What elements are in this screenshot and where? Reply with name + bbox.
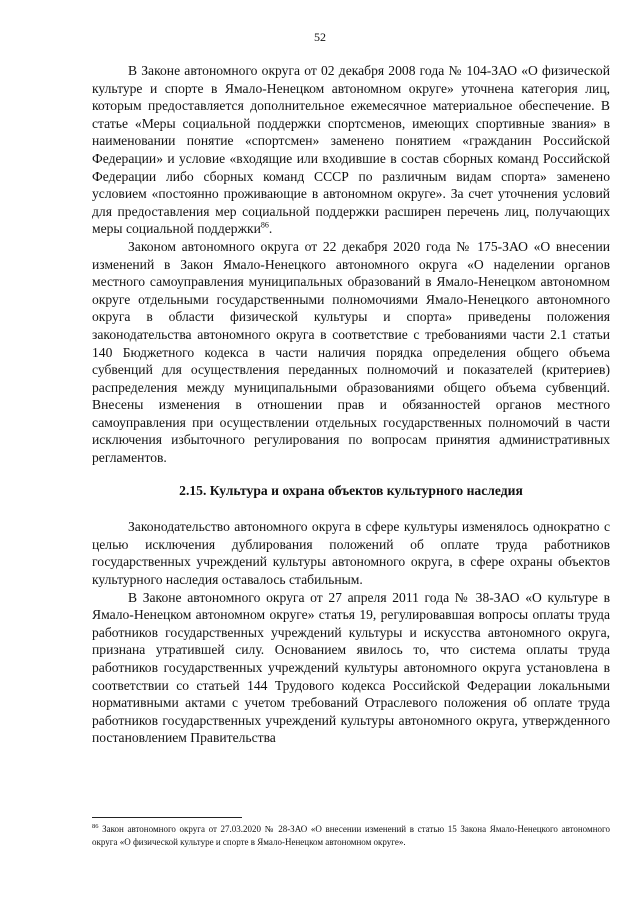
footnote-text: Закон автономного округа от 27.03.2020 № 28-ЗАО «О внесении изменений в статью 15 Закона Ямало-Ненецкого автономного округа «О физической культуре и спорте в Ямало-Ненецком автономном округе». — [92, 824, 610, 847]
body-text — [92, 62, 610, 747]
paragraph-tail: . — [268, 221, 273, 237]
paragraph: В Законе автономного округа от 27 апреля 2011 года № 38-ЗАО «О культуре в Ямало-Ненецком автономном округе» статья 19, регулировавшая вопросы оплаты труда работников государственных учреждений культуры и искусства автономного округа, признана утратившей силу. Основанием явилось то, что система оплаты труда работников государственных учреждений культуры автономного округа установлена в соответствии со статьей 144 Трудового кодекса Российской Федерации локальными нормативными актами с учетом требований Отраслевого положения об оплате труда работников государственных учреждений культуры автономного округа, утвержденного постановлением Правительства — [92, 589, 610, 746]
paragraph: Законодательство автономного округа в сфере культуры изменялось однократно с целью исключения дублирования положений об оплате труда работников государственных учреждений культуры автономного округа, в сфере охраны объектов культурного наследия оставалось стабильным. — [92, 519, 610, 588]
paragraph-text: В Законе автономного округа от 02 декабря 2008 года № 104-ЗАО «О физической культуре и спорте в Ямало-Ненецком автономном округе» уточнена категория лиц, которым предоставляется дополнительное ежемесячное материальное обеспечение. В статье «Меры социальной поддержки спортсменов, имеющих спортивные звания» в наименовании понятие «спортсмен» заменено понятием «гражданин Российской Федерации» и условие «входящие или входившие в состав сборных команд Российской Федерации либо сборных команд СССР по различным видам спорта» заменено условием «постоянно проживающие в автономном округе». За счет уточнения условий для предоставления мер социальной поддержки расширен перечень лиц, получающих меры социальной поддержки — [92, 63, 610, 237]
footnote-divider — [92, 817, 242, 818]
section-heading: 2.15. Культура и охрана объектов культурного наследия — [179, 482, 523, 498]
footnote-number: 86 — [92, 823, 99, 830]
paragraph: Законом автономного округа от 22 декабря 2020 года № 175-ЗАО «О внесении изменений в Закон Ямало-Ненецкого автономного округа «О наделении органов местного самоуправления муниципальных образований в Ямало-Ненецком автономном округе отдельными государственными полномочиями Ямало-Ненецкого автономного округа в области физической культуры и спорта» приведены положения законодательства автономного округа в соответствие с требованиями части 2.1 статьи 140 Бюджетного кодекса в части наличия порядка определения общего объема субвенций для осуществления переданных полномочий и показателей (критериев) распределения между муниципальными образованиями общего объема субвенций. Внесены изменения в отношении прав и обязанностей органов местного самоуправления при осуществлении отдельных государственных полномочий в части исключения избыточного регулирования по вопросам принятия административных регламентов. — [92, 238, 610, 466]
footnote — [92, 823, 610, 849]
page-number: 52 — [314, 30, 326, 44]
footnote-reference[interactable]: 86 — [260, 220, 269, 230]
paragraph — [92, 62, 610, 238]
